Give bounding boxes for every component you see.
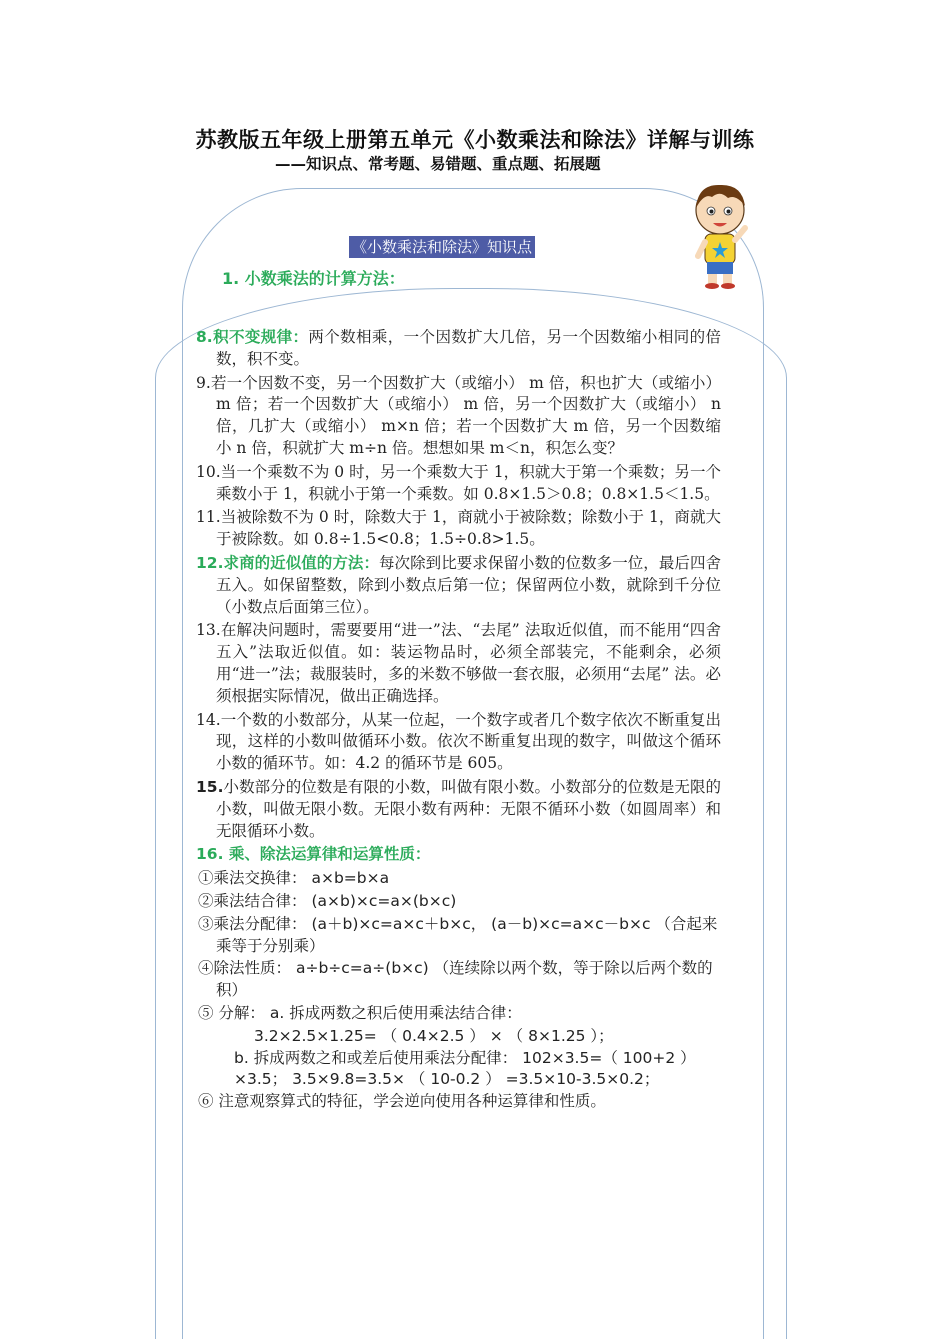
- item-number: 10.: [196, 462, 221, 481]
- section-heading-1: 1. 小数乘法的计算方法：: [222, 269, 405, 288]
- knowledge-item-12: [196, 553, 721, 618]
- knowledge-item-10: [196, 462, 721, 506]
- section-banner: 《小数乘法和除法》知识点: [349, 236, 535, 258]
- item-text: 当被除数不为 0 时，除数大于 1，商就小于被除数；除数小于 1，商就大于被除数。如 0.8÷1.5<0.8；1.5÷0.8>1.5。: [216, 508, 721, 549]
- law-5a-text: a. 拆成两数之积后使用乘法结合律：: [269, 1003, 522, 1022]
- item-number: 12.: [196, 553, 224, 572]
- knowledge-item-11: [196, 507, 721, 551]
- knowledge-item-14: [196, 710, 721, 775]
- law-5a-calc: 3.2×2.5×1.25= （ 0.4×2.5 ） × （ 8×1.25 ）；: [254, 1026, 614, 1045]
- item-text: 一个数的小数部分，从某一位起，一个数字或者几个数字依次不断重复出现，这样的小数叫做循环小数。依次不断重复出现的数字，叫做这个循环小数的循环节。如：4.2 的循环节是 605。: [216, 710, 721, 773]
- knowledge-item-15: [196, 777, 721, 842]
- item-heading: 求商的近似值的方法：: [223, 553, 379, 572]
- law-label: 乘法分配律：: [213, 914, 307, 933]
- item-text: 每次除到比要求保留小数的位数多一位，最后四舍五入。如保留整数，除到小数点后第一位；保留两位小数，就除到千分位（小数点后面第三位）。: [216, 553, 721, 616]
- item-text: 在解决问题时，需要要用“进一”法、“去尾” 法取近似值，而不能用“四舍五入”法取近似值。如：装运物品时，必须全部装完，不能剩余，必须用“进一”法；裁服装时，多的米数不够做一套衣服，必须用“去尾” 法。必须根据实际情况，做出正确选择。: [216, 621, 721, 705]
- knowledge-item-13: [196, 620, 721, 707]
- law-formula: a×b=b×a: [311, 869, 390, 888]
- law-label: ⑤ 分解：: [198, 1003, 265, 1022]
- item-number: 13.: [196, 621, 221, 640]
- item-number: 11.: [196, 508, 221, 527]
- law-label: 除法性质：: [213, 959, 292, 978]
- item-text: 若一个因数不变，另一个因数扩大（或缩小） m 倍，积也扩大（或缩小） m 倍；若一个因数扩大（或缩小） m 倍，另一个因数扩大（或缩小） n 倍，几扩大（或缩小） m×n 倍；若一个因数扩大 m 倍，另一个因数缩小 n 倍，积就扩大 m÷n 倍。想想如果 m＜n，积怎么变？: [210, 373, 721, 457]
- item-text: 两个数相乘，一个因数扩大几倍，另一个因数缩小相同的倍数，积不变。: [216, 328, 721, 368]
- law-mark: ④: [198, 959, 214, 978]
- law-label: 乘法交换律：: [213, 869, 307, 888]
- item-number: 14.: [196, 710, 221, 729]
- law-label: 乘法结合律：: [213, 891, 307, 910]
- page-subtitle: ——知识点、常考题、易错题、重点题、拓展题: [275, 155, 601, 173]
- law-formula: (a＋b)×c=a×c＋b×c， (a－b)×c=a×c－b×c: [311, 914, 651, 933]
- law-5b-content: b. 拆成两数之和或差后使用乘法分配律： 102×3.5=（ 100+2 ） ×3.5； 3.5×9.8=3.5× （ 10-0.2 ） =3.5×10-3.5×0.2；: [234, 1048, 696, 1089]
- law-formula: a÷b÷c=a÷(b×c): [295, 959, 429, 978]
- law-formula: (a×b)×c=a×(b×c): [311, 891, 457, 910]
- law-item-6: ⑥ 注意观察算式的特征，学会逆向使用各种运算律和性质。: [198, 1092, 606, 1111]
- law-item: [196, 914, 721, 958]
- item-number: 15.: [196, 777, 224, 796]
- knowledge-item-16-heading: 16. 乘、除法运算律和运算性质：: [196, 845, 431, 864]
- law-note: （合起来乘等于分别乘）: [216, 914, 718, 955]
- item-heading: 积不变规律：: [212, 328, 309, 346]
- law-note: （连续除以两个数，等于除以后两个数的积）: [216, 959, 713, 1000]
- law-item: [196, 891, 721, 913]
- page-title: 苏教版五年级上册第五单元《小数乘法和除法》详解与训练: [195, 128, 755, 152]
- item-text: 小数部分的位数是有限的小数，叫做有限小数。小数部分的位数是无限的小数，叫做无限小数。无限小数有两种：无限不循环小数（如圆周率）和无限循环小数。: [216, 777, 721, 840]
- item-text: 当一个乘数不为 0 时，另一个乘数大于 1，积就大于第一个乘数；另一个乘数小于 1，积就小于第一个乘数。如 0.8×1.5＞0.8；0.8×1.5＜1.5。: [216, 462, 721, 503]
- law-mark: ②: [198, 891, 214, 910]
- knowledge-item-8: [196, 327, 721, 371]
- law-item: [196, 868, 721, 890]
- cartoon-boy-icon: [690, 180, 750, 290]
- law-mark: ③: [198, 914, 214, 933]
- law-item-5: [196, 1003, 721, 1025]
- knowledge-item-9: [196, 373, 721, 460]
- item-number: 9.: [196, 373, 211, 392]
- law-5b-text: [196, 1048, 721, 1092]
- law-mark: ①: [198, 869, 214, 888]
- item-number: 8.: [196, 328, 213, 346]
- law-item: [196, 958, 721, 1002]
- knowledge-points: [196, 327, 721, 1114]
